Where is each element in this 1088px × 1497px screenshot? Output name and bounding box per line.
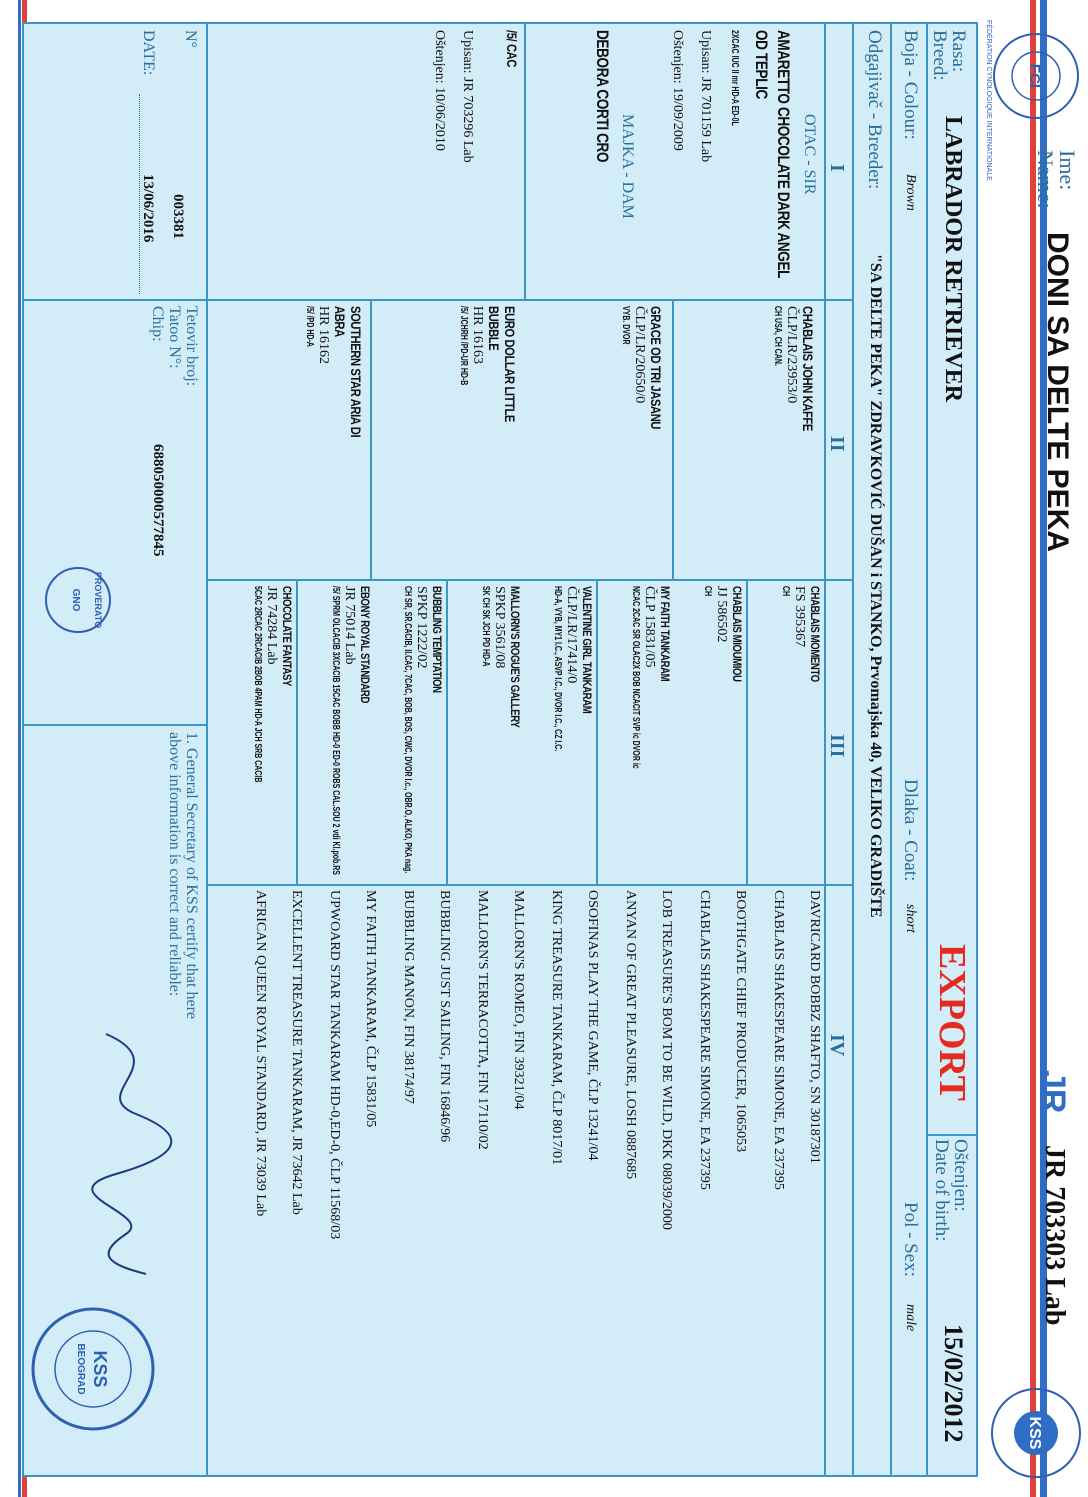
dog-name: DONI SA DELTE PEKA [1041,232,1074,553]
certificate-number: 003381 [170,194,186,239]
pedigree-frame [22,22,978,1477]
dam-heading: MAJKA - DAM [619,114,636,219]
gen4-item: UPWOARD STAR TANKARAM HD-0,ED-0, ČLP 11568/03 [327,890,342,1240]
fci-abbr: FCI [1026,63,1043,89]
chip-number: 688050000577845 [150,444,166,557]
date-of-birth: 15/02/2012 [939,1324,968,1443]
registration-number: JR 703303 Lab [1039,1145,1070,1326]
gen4-item: EXCELLENT TREASURE TANKARAM, JR 73642 Lab [289,890,304,1215]
breeder-label: Odgajivač - Breeder: [864,30,885,190]
grandparent-3: EURO DOLLAR LITTLE BUBBLE HR 16163 /5/ JCHRH /PD-UR HD-B [458,306,518,422]
kss-stamp [28,1304,158,1434]
coat-label: Dlaka - Coat: [900,779,921,882]
sire-titles: 2XCAC IUC II mr HD-A ED-0L [729,30,740,126]
colour-label: Boja - Colour: [900,30,921,140]
sire-name: AMARETTO CHOCOLATE DARK ANGEL OD TEPLIC [752,30,793,278]
column-head-3: III [826,734,848,758]
gen4-item: BOOTHGATE CHIEF PRODUCER, 1065053 [733,890,748,1153]
dam-registration: Upisan: JR 703296 Lab [460,30,475,163]
great-grandparent-7: EBONY ROYAL STANDARD JR 75014 Lab /5/ SPRM OLCACIB 3XCACIB 15CAC BOBB HD-0 ED-0 ROBS CAL.SOU 2 vdi Kl.pob.RS [330,586,372,875]
grandparent-2: GRACE OD TRI JASANU ČLP/LR/20650/0 VYB. DVOR [620,306,664,430]
column-head-4: IV [826,1034,848,1057]
gen4-list [230,890,822,1470]
sex: male [903,1304,918,1332]
great-grandparent-5: MALLORN'S ROGUE'S GALLERY SPKP 3561/08 SK CH SK JCH PD HD-A [480,586,522,728]
proverato-text: PROVERATO [93,571,103,629]
gen4-item: KING TREASURE TANKARAM, ČLP 8017/01 [549,890,564,1166]
date-value: 13/06/2016 [140,174,156,243]
column-head-1: I [826,164,848,172]
fci-emblem [990,30,1082,122]
great-grandparent-6: BUBBLING TEMPTATION SPKP 1222/02 CH SR, SR.CACIB, II.CAC, 7CAC, BOB, BOS, CWC, DVOR I.c., OBR.O, ALKO, PKA nag. [402,586,444,874]
breed: LABRADOR RETRIEVER [940,116,966,403]
gen4-item: BUBBLING MANON, FIN 38174/97 [401,890,416,1104]
great-grandparent-4: VALENTINE GIRL TANKARAM ČLP/LR/17414/0 HD-A, VYB, MY1 I.C., ASVP I.C., DVOR I.C., CZ I.C. [552,586,594,752]
gen4-item: DAVRICARD BOBBZ SHAFTO, SN 30187301 [807,890,822,1164]
stamp-beograd: BEOGRAD [75,1343,86,1395]
export-label: EXPORT [931,944,973,1102]
grandparent-1: CHABLAIS JOHN KAFFE ČLP/LR/23953/0 CH USA, CH CAN. [772,306,816,431]
breed-label: Rasa: Breed: [929,30,969,81]
name-label: Ime: Name: [1033,150,1080,209]
dam-name: DEBORA CORTI CRO [593,30,612,163]
gen4-item: CHABLAIS SHAKESPEARE SIMONE, EA 237395 [697,890,712,1190]
fci-ring-text: FÉDÉRATION CYNOLOGIQUE INTERNATIONALE [985,20,992,181]
sire-dob: Oštenjen: 19/09/2009 [670,30,685,151]
dob-label: Oštenjen: Date of birth: [931,1139,971,1242]
kss-emblem [988,1385,1084,1481]
great-grandparent-3: MY FAITH TANKARAM ČLP 15831/05 NCAC 2CAC SR OLAC2X BOB NCACIT SVP ic DVOR ic [630,586,672,769]
gen4-item: MALLORN'S ROMEO, FIN 39321/04 [511,890,526,1110]
dam-titles: /5/ CAC [504,30,520,68]
dam-dob: Oštenjen: 10/06/2010 [432,30,447,151]
grandparent-4: SOUTHERN STAR ARIA DI ABRA HR 16162 /5/ /PD HD-A [304,306,364,438]
date-dotted-line [139,94,140,294]
breeder: "SA DELTE PEKA" ZDRAVKOVIĆ DUŠAN i STANKO, Prvomajska 40, VELIKO GRADIŠTE [867,254,884,918]
signature [76,1024,196,1284]
great-grandparent-8: CHOCOLATE FANTASY JR 74284 Lab 5CAC 2RCAC 2RCACIB 2BOB 4PAM HD-A JCH SRB CACIB [252,586,294,783]
kss-prefix: JR [1034,1070,1072,1114]
gen4-item: AFRICAN QUEEN ROYAL STANDARD, JR 73039 Lab [253,890,268,1217]
coat: short [903,904,918,933]
colour: Brown [903,174,918,211]
gen4-item: BUBBLING JUST SAILING, FIN 16846/96 [437,890,452,1143]
great-grandparent-2: CHABLAIS MIOUMIOU JJ 586502 CH [702,586,744,682]
gen4-item: MY FAITH TANKARAM, ČLP 15831/05 [363,890,378,1128]
proverato-center: GNO [70,588,81,612]
column-head-2: II [826,436,848,452]
gen4-item: CHABLAIS SHAKESPEARE SIMONE, EA 237395 [771,890,786,1190]
stamp-kss-abbr: KSS [90,1350,110,1388]
proverato-stamp [43,565,113,635]
sire-registration: Upisan: JR 701159 Lab [698,30,713,163]
sire-heading: OTAC - SIR [801,114,818,195]
gen4-item: ANYAN OF GREAT PLEASURE, LOSH 0887685 [623,890,638,1180]
sex-label: Pol - Sex: [900,1202,921,1277]
great-grandparent-1: CHABLAIS MOMENTO FS 395367 CH [780,586,822,682]
gen4-item: LOB TREASURE'S BOM TO BE WILD, DKK 08039/2000 [659,890,674,1230]
tattoo-label: Tetovir broj: Tatoo N°: Chip: [149,306,200,387]
date-label: DATE: [140,30,157,76]
gen4-item: OSOFINAS PLAY THE GAME, ČLP 13241/04 [585,890,600,1161]
gen4-item: MALLORN'S TERRACOTTA, FIN 17110/02 [475,890,490,1150]
number-label: N° [182,30,199,48]
kss-abbr: KSS [1026,1416,1043,1450]
certification-text: 1. General Secretary of KSS certify that here above information is correct and reliable: [166,732,200,1019]
